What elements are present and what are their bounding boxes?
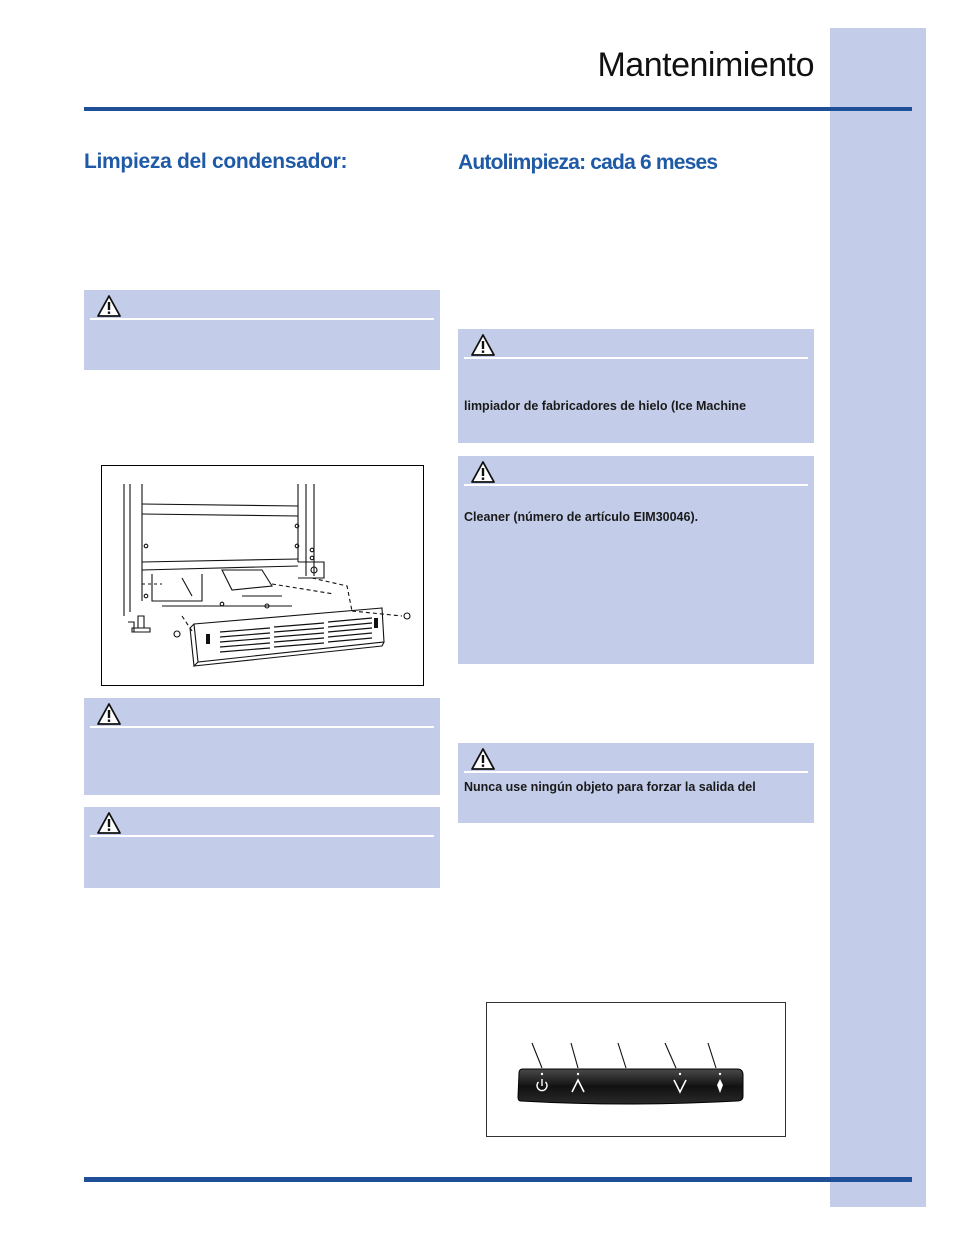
caution-box — [458, 743, 814, 823]
warning-triangle-icon — [470, 460, 496, 484]
caution-text: limpiador de fabricadores de hielo (Ice Machine — [464, 399, 747, 413]
caution-divider — [90, 318, 434, 320]
caution-box — [84, 807, 440, 888]
warning-triangle-icon — [96, 294, 122, 318]
section-heading-condenser: Limpieza del condensador: — [84, 150, 348, 173]
warning-triangle-icon — [96, 702, 122, 726]
caution-box — [458, 456, 814, 664]
section-heading-self-cleaning: Autolimpieza: cada 6 meses — [458, 151, 718, 174]
caution-divider — [464, 484, 808, 486]
footer-rule — [84, 1177, 912, 1182]
header-rule — [84, 107, 912, 111]
caution-text: Nunca use ningún objeto para forzar la salida del — [464, 780, 756, 794]
caution-divider — [464, 357, 808, 359]
control-panel-illustration — [487, 1003, 785, 1136]
page-title: Mantenimiento — [597, 46, 814, 84]
side-tab — [830, 28, 926, 1207]
warning-triangle-icon — [96, 811, 122, 835]
caution-box — [84, 698, 440, 795]
control-panel-diagram — [486, 1002, 786, 1137]
caution-box — [458, 329, 814, 443]
caution-divider — [90, 726, 434, 728]
kickplate-grille-illustration — [102, 466, 423, 685]
warning-triangle-icon — [470, 747, 496, 771]
caution-divider — [90, 835, 434, 837]
caution-box — [84, 290, 440, 370]
caution-text: Cleaner (número de artículo EIM30046). — [464, 510, 699, 524]
warning-triangle-icon — [470, 333, 496, 357]
caution-divider — [464, 771, 808, 773]
kickplate-grille-diagram — [101, 465, 424, 686]
